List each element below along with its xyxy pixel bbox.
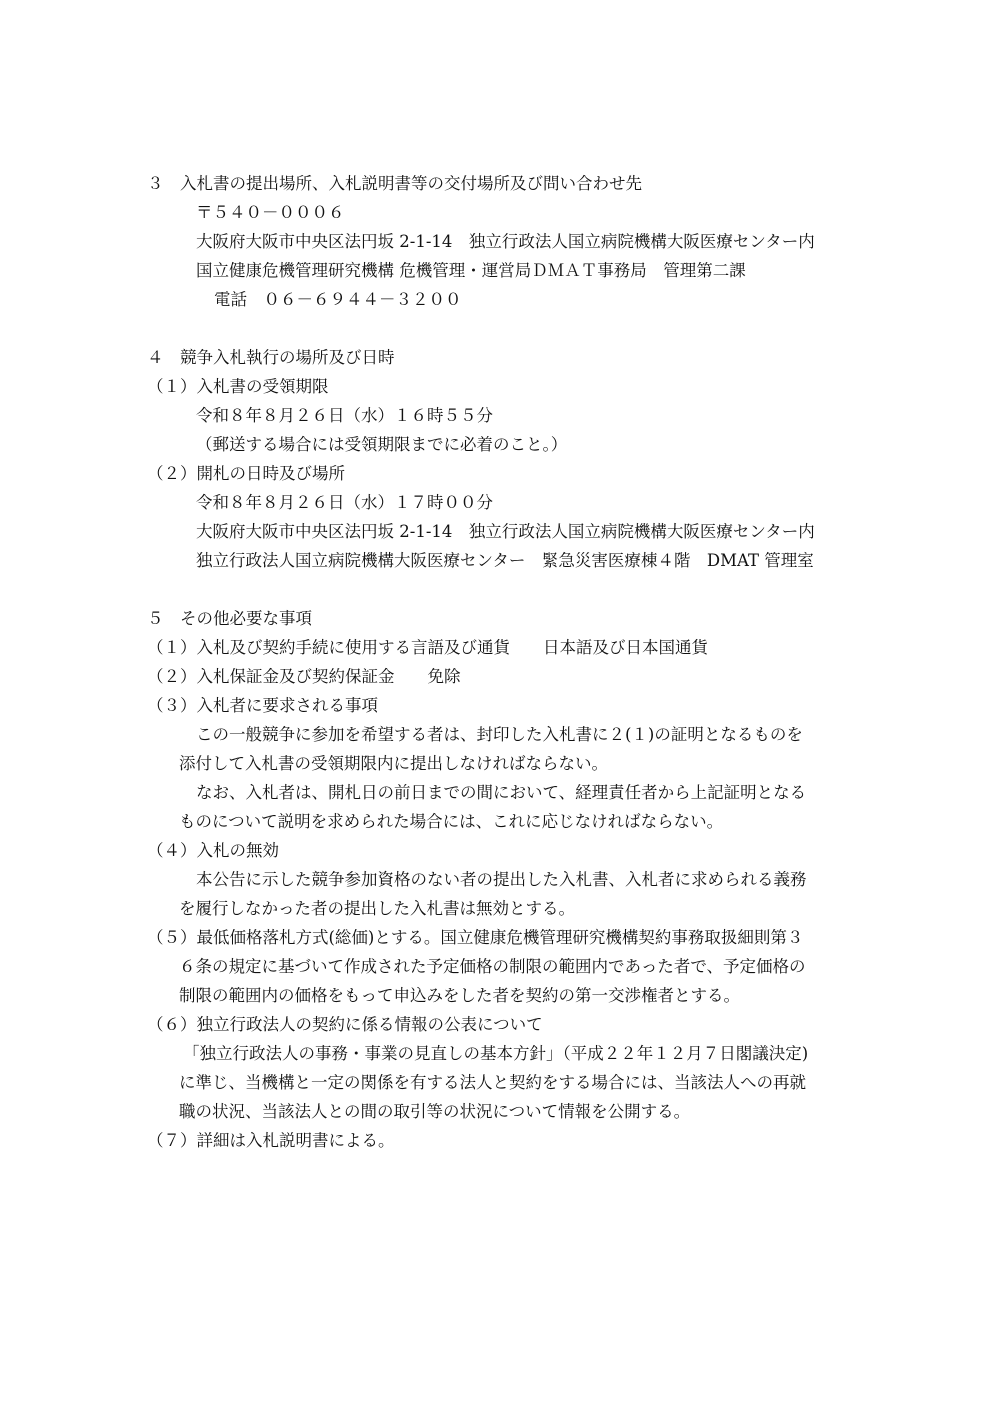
section3-phone: 電話 ０６－６９４４－３２００: [214, 290, 462, 309]
section4-item2-room: 独立行政法人国立病院機構大阪医療センター 緊急災害医療棟４階 DMAT 管理室: [196, 551, 814, 570]
section5-item7: （７）詳細は入札説明書による。: [147, 1131, 395, 1150]
section5-item2: （２）入札保証金及び契約保証金 免除: [147, 667, 461, 686]
section5-item6-line1: 「独立行政法人の事務・事業の見直しの基本方針」（平成２２年１２月７日閣議決定): [183, 1044, 809, 1063]
section5-item6-label: （６）独立行政法人の契約に係る情報の公表について: [147, 1015, 543, 1034]
section4-item2-datetime: 令和８年８月２６日（水）１７時００分: [196, 493, 493, 512]
section5-item3-paragraph2-line1: なお、入札者は、開札日の前日までの間において、経理責任者から上記証明となる: [196, 783, 807, 802]
section5-item5-line2: ６条の規定に基づいて作成された予定価格の制限の範囲内であった者で、予定価格の: [179, 957, 806, 976]
section5-item4-line2: を履行しなかった者の提出した入札書は無効とする。: [179, 899, 575, 918]
section5-item5-line1: （５）最低価格落札方式(総価)とする。国立健康危機管理研究機構契約事務取扱細則第３: [147, 928, 804, 947]
section5-heading: ５ その他必要な事項: [147, 609, 312, 628]
section4-item1-label: （１）入札書の受領期限: [147, 377, 329, 396]
section5-item6-line2: に準じ、当機構と一定の関係を有する法人と契約をする場合には、当該法人への再就: [179, 1073, 806, 1092]
section3-heading: ３ 入札書の提出場所、入札説明書等の交付場所及び問い合わせ先: [147, 174, 642, 193]
section5-item1: （１）入札及び契約手続に使用する言語及び通貨 日本語及び日本国通貨: [147, 638, 708, 657]
section4-item1-note: （郵送する場合には受領期限までに必着のこと。）: [196, 435, 568, 454]
section5-item3-label: （３）入札者に要求される事項: [147, 696, 378, 715]
section5-item3-paragraph2-line2: ものについて説明を求められた場合には、これに応じなければならない。: [179, 812, 724, 831]
section5-item3-paragraph1-line1: この一般競争に参加を希望する者は、封印した入札書に２(１)の証明となるものを: [196, 725, 803, 744]
section5-item3-paragraph1-line2: 添付して入札書の受領期限内に提出しなければならない。: [179, 754, 608, 773]
section5-item6-line3: 職の状況、当該法人との間の取引等の状況について情報を公開する。: [179, 1102, 691, 1121]
section4-item1-datetime: 令和８年８月２６日（水）１６時５５分: [196, 406, 493, 425]
section3-address: 大阪府大阪市中央区法円坂 2-1-14 独立行政法人国立病院機構大阪医療センター内: [196, 232, 815, 251]
section4-heading: ４ 競争入札執行の場所及び日時: [147, 348, 395, 367]
section3-office: 国立健康危機管理研究機構 危機管理・運営局ＤＭＡＴ事務局 管理第二課: [196, 261, 746, 280]
section5-item4-label: （４）入札の無効: [147, 841, 279, 860]
section3-postal-code: 〒５４０－０００６: [196, 203, 345, 222]
section5-item4-line1: 本公告に示した競争参加資格のない者の提出した入札書、入札者に求められる義務: [196, 870, 807, 889]
section5-item5-line3: 制限の範囲内の価格をもって申込みをした者を契約の第一交渉権者とする。: [179, 986, 740, 1005]
section4-item2-address: 大阪府大阪市中央区法円坂 2-1-14 独立行政法人国立病院機構大阪医療センター内: [196, 522, 815, 541]
section4-item2-label: （２）開札の日時及び場所: [147, 464, 345, 483]
